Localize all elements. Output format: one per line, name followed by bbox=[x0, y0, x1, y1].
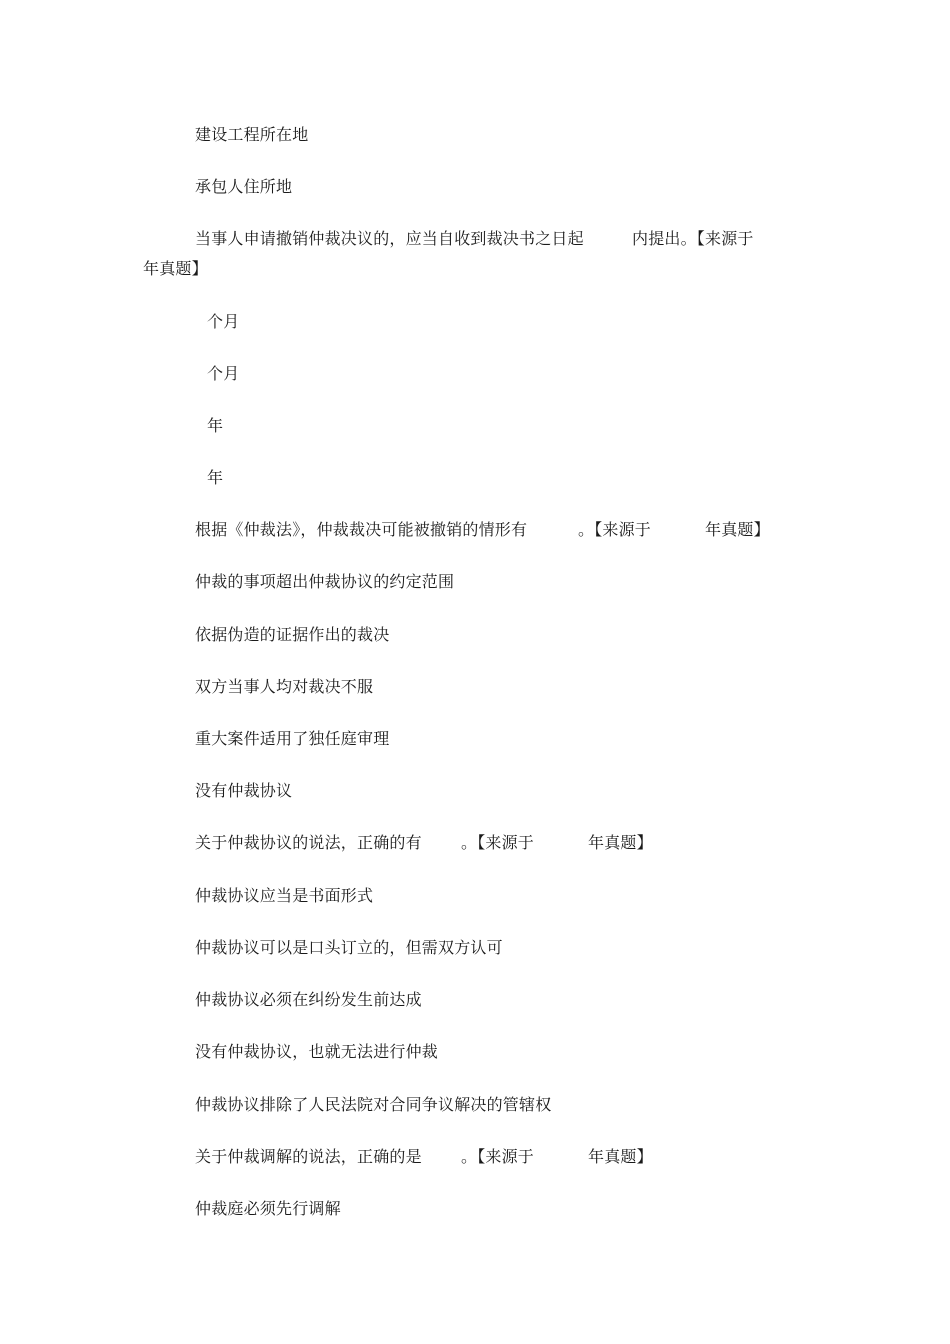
option-line: 仲裁的事项超出仲裁协议的约定范围 bbox=[195, 572, 455, 591]
option-line: 仲裁庭必须先行调解 bbox=[195, 1199, 341, 1218]
option-line: 年 bbox=[207, 416, 224, 435]
question-source: 年真题】 bbox=[143, 259, 208, 278]
question-source: 年真题】 bbox=[705, 520, 770, 539]
option-line: 仲裁协议应当是书面形式 bbox=[195, 886, 374, 905]
option-line: 承包人住所地 bbox=[195, 177, 293, 196]
question-text: 当事人申请撤销仲裁决议的，应当自收到裁决书之日起 bbox=[195, 229, 584, 248]
option-line: 仲裁协议可以是口头订立的，但需双方认可 bbox=[195, 938, 503, 957]
option-line: 仲裁协议排除了人民法院对合同争议解决的管辖权 bbox=[195, 1095, 552, 1114]
option-line: 仲裁协议必须在纠纷发生前达成 bbox=[195, 990, 422, 1009]
option-line: 没有仲裁协议，也就无法进行仲裁 bbox=[195, 1042, 439, 1061]
question-text: 关于仲裁调解的说法，正确的是 bbox=[195, 1147, 422, 1166]
option-line: 个月 bbox=[207, 364, 240, 383]
option-line: 没有仲裁协议 bbox=[195, 781, 293, 800]
option-line: 年 bbox=[207, 468, 224, 487]
question-line bbox=[195, 519, 795, 541]
option-line: 建设工程所在地 bbox=[195, 125, 309, 144]
option-line: 个月 bbox=[207, 312, 240, 331]
question-line bbox=[195, 228, 795, 250]
question-text: 。【来源于 bbox=[461, 833, 535, 852]
question-text: 关于仲裁协议的说法，正确的有 bbox=[195, 833, 422, 852]
question-text: 。【来源于 bbox=[461, 1147, 535, 1166]
question-text: 根据《仲裁法》，仲裁裁决可能被撤销的情形有 bbox=[195, 520, 528, 539]
option-line: 双方当事人均对裁决不服 bbox=[195, 677, 374, 696]
question-source: 年真题】 bbox=[588, 833, 653, 852]
question-text: 内提出。【来源于 bbox=[632, 229, 754, 248]
question-source: 年真题】 bbox=[588, 1147, 653, 1166]
question-line bbox=[195, 832, 795, 854]
option-line: 依据伪造的证据作出的裁决 bbox=[195, 625, 390, 644]
question-line bbox=[195, 1146, 795, 1168]
option-line: 重大案件适用了独任庭审理 bbox=[195, 729, 390, 748]
question-text: 。【来源于 bbox=[578, 520, 652, 539]
